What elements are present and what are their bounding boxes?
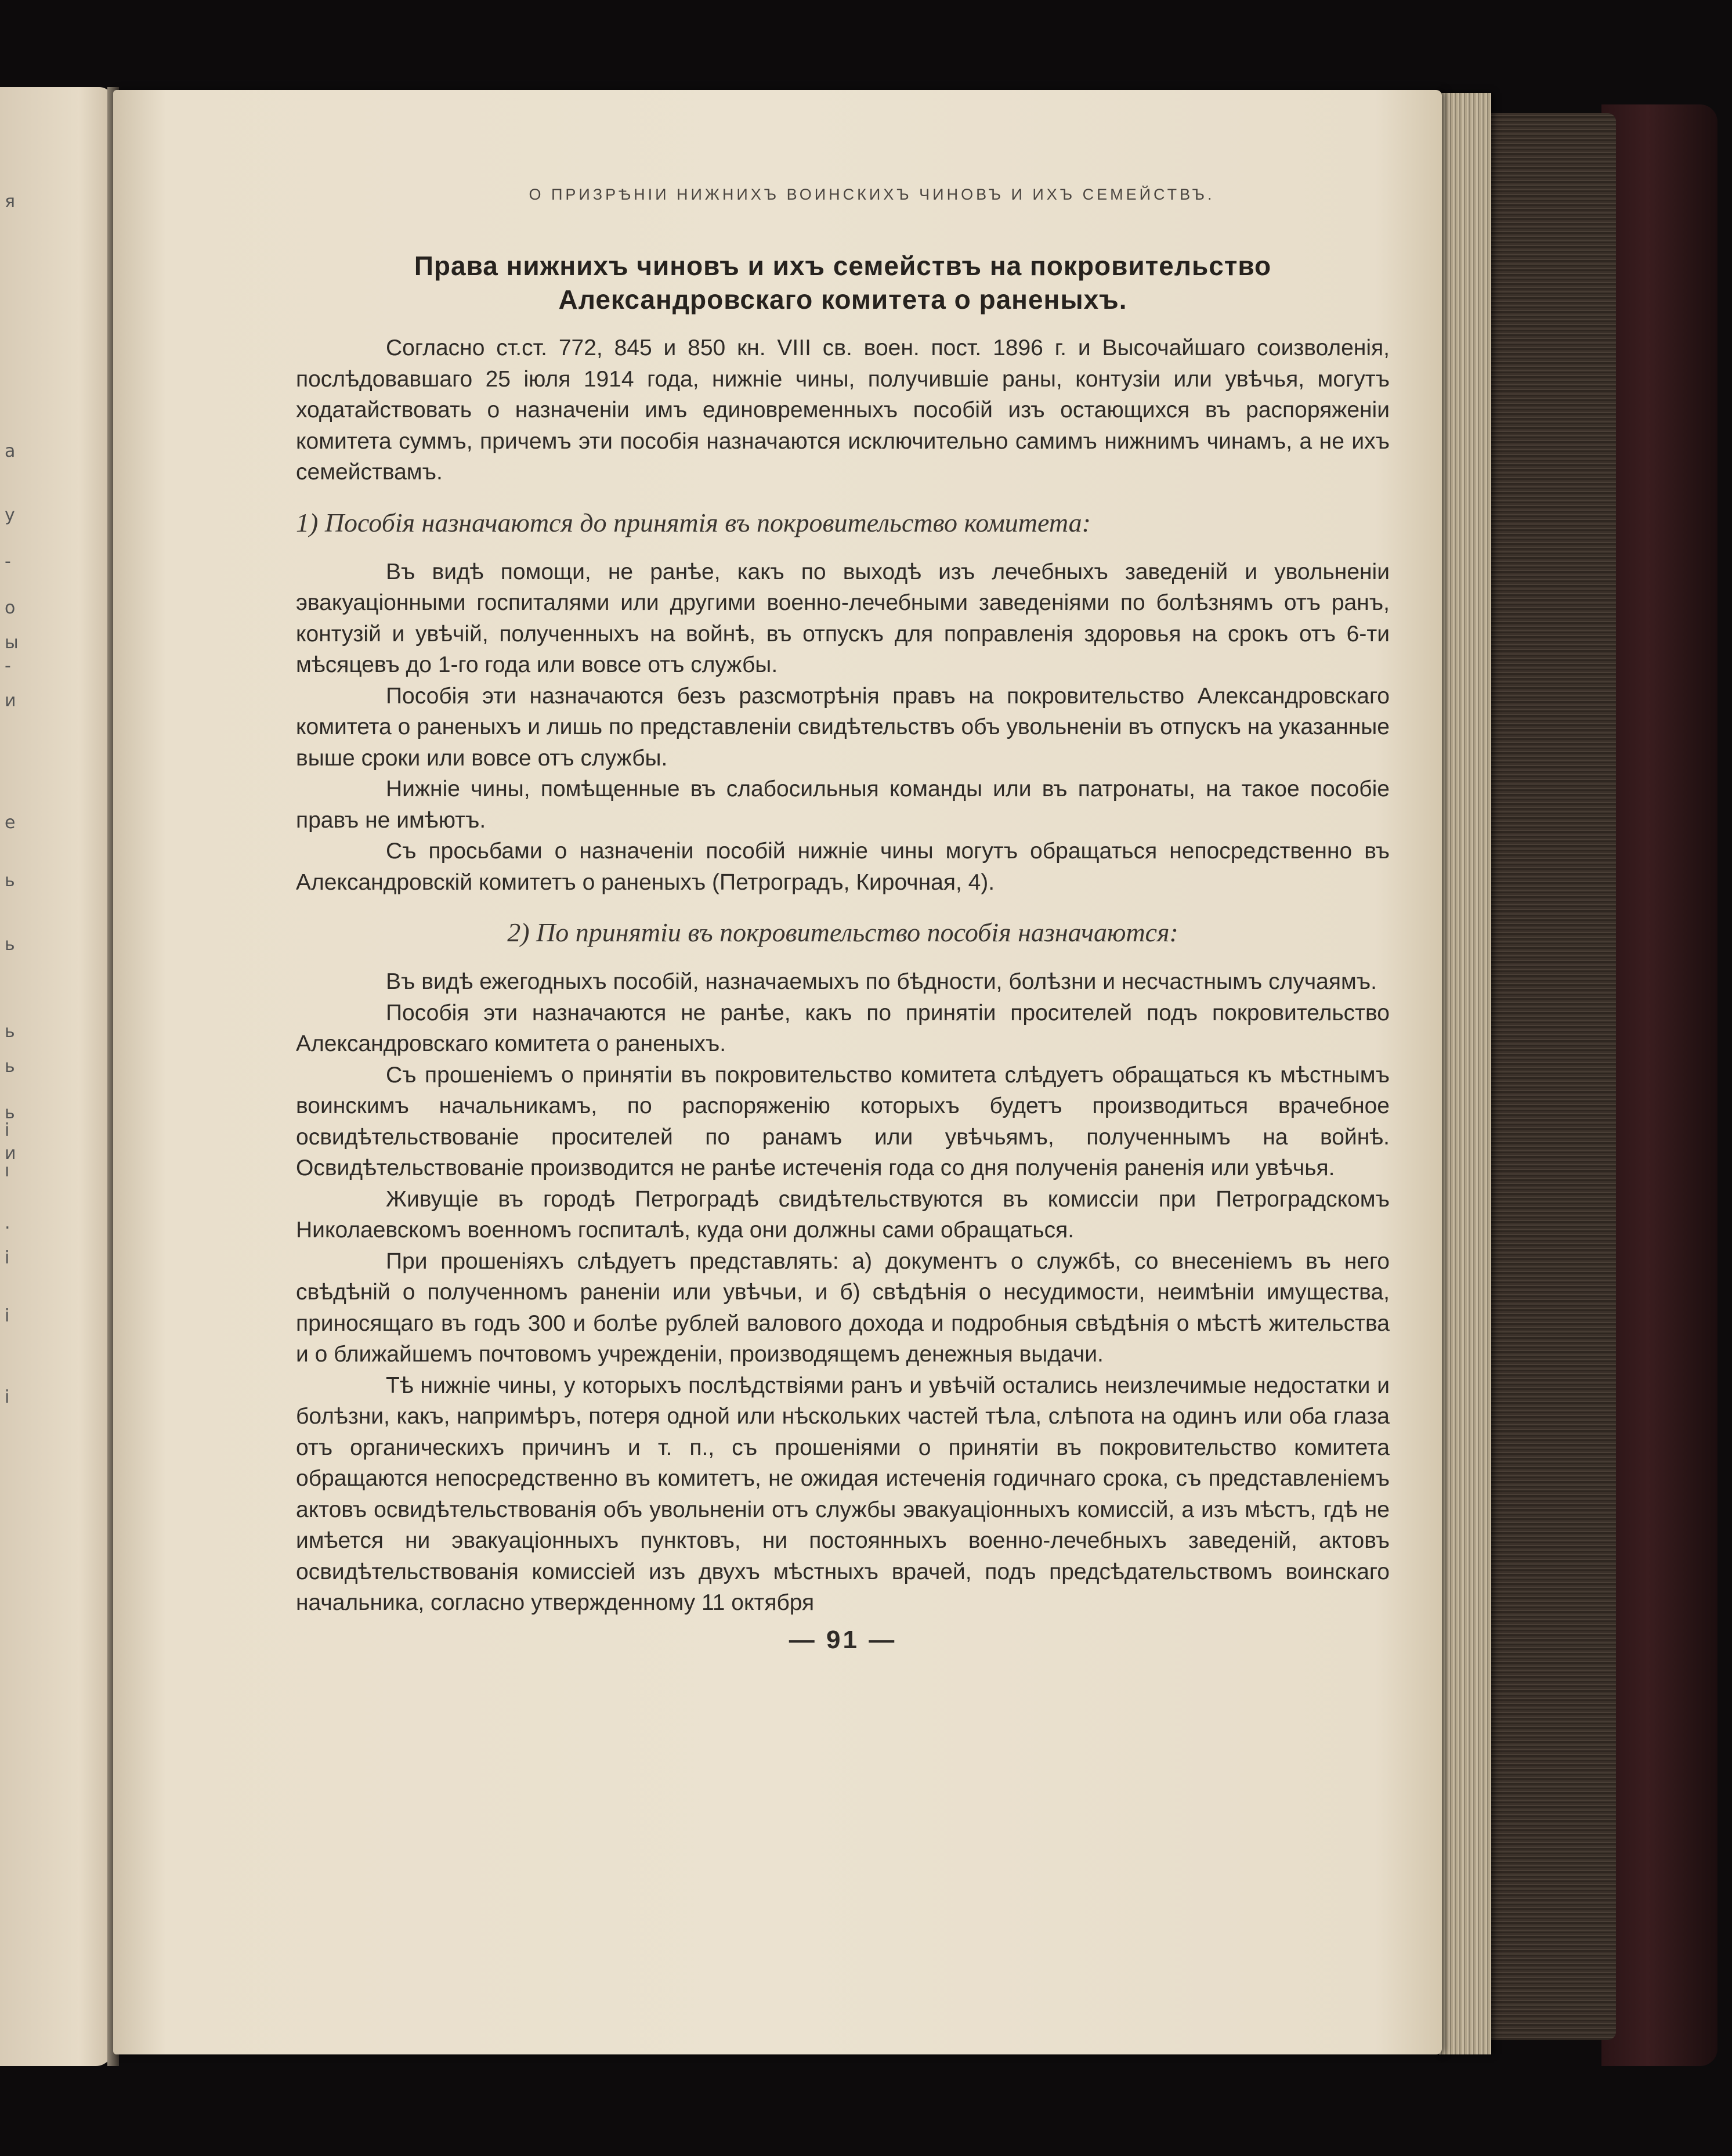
page-block-edge — [1488, 113, 1616, 2040]
section-1-heading: 1) Пособія назначаются до принятія въ покровительство комитета: — [296, 507, 1091, 537]
left-page-letter: і — [5, 1248, 10, 1268]
left-page-letter: ь — [5, 1021, 15, 1042]
left-page-letter: и — [5, 691, 16, 711]
page-number: — 91 — — [789, 1625, 897, 1654]
section-2-paragraph: Пособія эти назначаются не ранѣе, какъ по принятіи просителей подъ покровительство Александровскаго комитета о раненыхъ. — [296, 1000, 1390, 1056]
left-page-letter: - — [5, 656, 11, 676]
left-page-letter: и — [5, 1143, 16, 1164]
page-content — [296, 186, 1390, 1655]
left-page-letter: і — [5, 1387, 10, 1407]
section-1-paragraph: Пособія эти назначаются безъ разсмотрѣнія правъ на покровительство Александровскаго комитета о раненыхъ и лишь по представленіи свидѣтельствъ объ увольненіи въ отпускъ на указанные выше сроки или вовсе отъ службы. — [296, 683, 1390, 771]
section-1-paragraph: Нижніе чины, помѣщенные въ слабосильныя команды или въ патронаты, на такое пособіе правъ не имѣютъ. — [296, 777, 1390, 833]
left-page-letter: ı — [5, 1161, 10, 1181]
left-page-letter: а — [5, 441, 16, 461]
left-page-letter: у — [5, 505, 15, 525]
left-page-fragment — [0, 87, 113, 2066]
left-page-letter: ь — [5, 1103, 15, 1123]
left-page-letter: і — [5, 1306, 10, 1326]
left-page-letter: - — [5, 551, 11, 572]
running-head: О ПРИЗРѢНІИ НИЖНИХЪ ВОИНСКИХЪ ЧИНОВЪ И ИХЪ СЕМЕЙСТВЪ. — [529, 186, 1215, 203]
left-page-letter: о — [5, 598, 16, 618]
page-stack-edge — [1439, 93, 1491, 2054]
section-2-paragraph: При прошеніяхъ слѣдуетъ представлять: а) документъ о службѣ, со внесеніемъ въ него свѣдѣній о полученномъ раненіи или увѣчьи, и б) свѣдѣнія о несудимости, неимѣніи имущества, приносящаго въ годъ 300 и болѣе рублей валового дохода и подробныя свѣдѣнія о мѣстѣ жительства и о ближайшемъ почтовомъ учрежденіи, производящемъ денежныя выдачи. — [296, 1248, 1390, 1367]
book-cover-edge — [1601, 104, 1717, 2066]
left-page-letter: ь — [5, 934, 15, 955]
left-page-letter: е — [5, 812, 16, 833]
section-2-paragraph: Съ прошеніемъ о принятіи въ покровительство комитета слѣдуетъ обращаться къ мѣстнымъ воинскимъ начальникамъ, по распоряженію которыхъ будетъ производиться врачебное освидѣтельствованіе просителей по ранамъ или увѣчьямъ, полученнымъ на войнѣ. Освидѣтельствованіе производится не ранѣе истеченія года со дня полученія раненія или увѣчья. — [296, 1062, 1390, 1180]
left-page-letter: ы — [5, 633, 19, 653]
section-2-paragraph: Тѣ нижніе чины, у которыхъ послѣдствіями ранъ и увѣчій остались неизлечимые недостатки и болѣзни, какъ, напримѣръ, потеря одной или нѣскольких частей тѣла, слѣпота на одинъ или оба глаза отъ органическихъ причинъ и т. п., съ прошеніями о принятіи въ покровительство комитета обращаются непосредственно въ комитетъ, не ожидая истеченія годичнаго срока, съ представленіемъ актовъ освидѣтельствованія объ увольненіи отъ службы эвакуаціонныхъ комиссій, а изъ мѣстъ, гдѣ не имѣется ни эвакуаціонныхъ пунктовъ, ни постоянныхъ военно-лечебныхъ заведеній, актовъ освидѣтельствованія комиссіей изъ двухъ мѣстныхъ врачей, подъ предсѣдательствомъ воинскаго начальника, согласно утвержденному 11 октября — [296, 1373, 1390, 1615]
section-2-paragraph: Живущіе въ городѣ Петроградѣ свидѣтельствуются въ комиссіи при Петроградскомъ Николаевскомъ военномъ госпиталѣ, куда они должны сами обращаться. — [296, 1186, 1390, 1243]
intro-paragraph: Согласно ст.ст. 772, 845 и 850 кн. VIII св. воен. пост. 1896 г. и Высочайшаго соизволенія, послѣдовавшаго 25 іюля 1914 года, нижніе чины, получившіе раны, контузіи или увѣчья, могутъ ходатайствовать о назначеніи имъ единовременныхъ пособій изъ остающихся въ распоряженіи комитета суммъ, причемъ эти пособія назначаются исключительно самимъ нижнимъ чинамъ, а не ихъ семействамъ. — [296, 335, 1390, 485]
left-page-letter: ь — [5, 1056, 15, 1077]
left-page-letter: я — [5, 192, 16, 212]
section-1-paragraph: Съ просьбами о назначеніи пособій нижніе чины могутъ обращаться непосредственно въ Александровскій комитетъ о раненыхъ (Петроградъ, Кирочная, 4). — [296, 839, 1390, 895]
left-page-letter: і — [5, 1120, 10, 1140]
article-title: Права нижнихъ чиновъ и ихъ семействъ на покровительство Александровскаго комитета о раненыхъ. — [414, 251, 1272, 315]
section-1-paragraph: Въ видѣ помощи, не ранѣе, какъ по выходѣ изъ лечебныхъ заведеній и увольненіи эвакуаціонными госпиталями или другими военно-лечебными заведеніями по болѣзнямъ отъ ранъ, контузій и увѣчій, полученныхъ на войнѣ, въ отпускъ для поправленія здоровья на срокъ отъ 6-ти мѣсяцевъ до 1-го года или вовсе отъ службы. — [296, 559, 1390, 677]
section-2-heading: 2) По принятіи въ покровительство пособія назначаются: — [507, 918, 1178, 947]
left-page-letter: . — [5, 1213, 10, 1233]
left-page-letter: ь — [5, 871, 15, 891]
section-2-paragraph: Въ видѣ ежегодныхъ пособій, назначаемыхъ по бѣдности, болѣзни и несчастнымъ случаямъ. — [386, 969, 1377, 994]
